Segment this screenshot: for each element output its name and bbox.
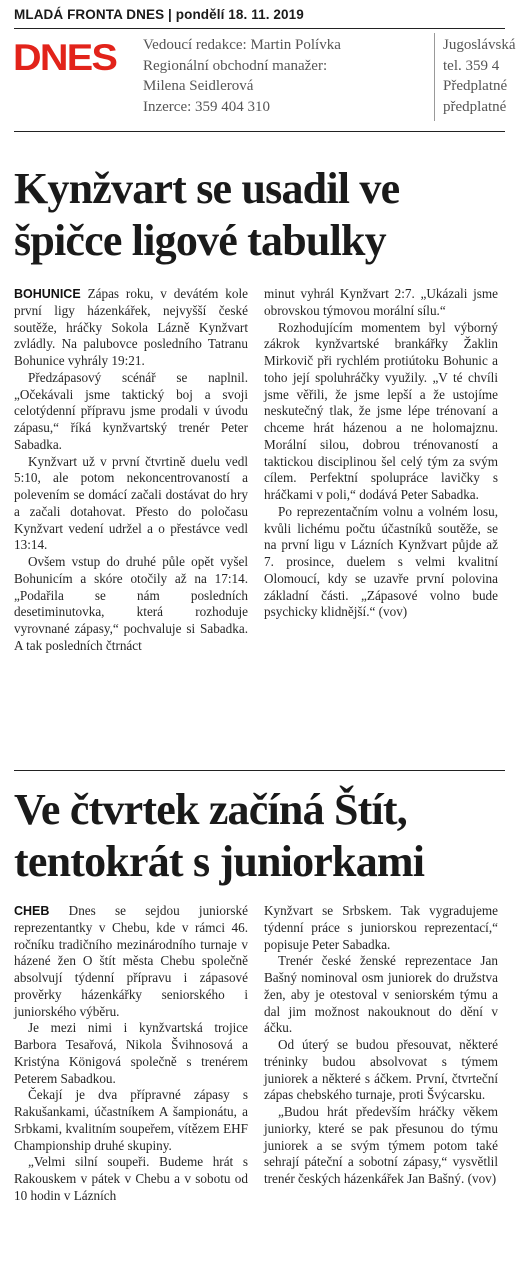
article-text: Dnes se sejdou juniorské reprezentantky v Chebu, kde v rámci 46. ročníku tradičního mezinárodního turnaje v házené žen O štít města Chebu společně absolvují týdenní přípravu i zápasové prověrky házenkářky seniorského i juniorského výběru. — [14, 903, 248, 1019]
contact-divider — [434, 33, 435, 121]
dnes-logo: DNES — [13, 37, 117, 78]
article-paragraph: Ovšem vstup do druhé půle opět vyšel Bohunicím a skóre otočily až na 17:14. „Podařila se nám posledních desetiminutovka, která rozhoduje vyrovnané zápasy,“ pochvaluje si Sabadka. A tak posledních čtrnáct — [14, 554, 248, 653]
contact-block — [143, 35, 433, 117]
article-paragraph: Kynžvart se Srbskem. Tak vygradujeme týdenní práce s juniorskou reprezentací,“ popisuje Peter Sabadka. — [264, 903, 498, 952]
contact-line-manager-title: Regionální obchodní manažer: — [143, 57, 328, 74]
article-1-dateline: BOHUNICE — [14, 287, 81, 301]
article-2-dateline: CHEB — [14, 904, 50, 918]
article-paragraph: minut vyhrál Kynžvart 2:7. „Ukázali jsme obrovskou týmovou morální sílu.“ — [264, 286, 498, 318]
contact-right-line: Předplatné — [443, 78, 508, 94]
top-rule — [14, 28, 505, 29]
article-paragraph: „Budou hrát především hráčky věkem juniorky, které se pak přesunou do týmu juniorek a se svým týmem potom také sehrají páteční a sobotní zápasy,“ vysvětlil trenér českých házenkářek Jan Bašný. (vov) — [264, 1104, 498, 1186]
contact-line-manager-name: Milena Seidlerová — [143, 78, 254, 94]
article-1-column-2 — [264, 286, 498, 621]
article-1-headline: Kynžvart se usadil ve špičce ligové tabulky — [14, 164, 400, 265]
article-paragraph: Rozhodujícím momentem byl výborný zákrok kynžvartské brankářky Žaklin Mirkovič při rychlém protiútoku Bohunic a toho její spoluhráčky využily. „V té chvíli jsme věřili, že jsme lepší a že ustojíme neskutečný tlak, že jsme lépe trénovaní a chceme hrát házenou a ne holomajznu. Morální silou, dobrou trénovaností a taktickou disciplinou šel celý tým za svým cílem. Perfektní spolupráce lavičky s hráčkami v poli,“ dodává Peter Sabadka. — [264, 319, 498, 502]
article-1-column-1 — [14, 286, 248, 655]
article-separator — [14, 770, 505, 771]
article-paragraph: „Velmi silní soupeři. Budeme hrát s Rakouskem v pátek v Chebu a v sobotu od 10 hodin v Lázních — [14, 1154, 248, 1203]
article-paragraph: Trenér české ženské reprezentace Jan Bašný nominoval osm juniorek do družstva žen, aby je otestoval v seniorském týmu a dal jim možnost nakouknout do dění v áčku. — [264, 953, 498, 1036]
article-2-headline: Ve čtvrtek začíná Štít, tentokrát s juniorkami — [14, 785, 425, 886]
article-2-column-2 — [264, 903, 498, 1188]
article-paragraph: Předzápasový scénář se naplnil. „Očekávali jsme taktický boj a svoji celotýdenní přípravu jsme prodali v úvodu zápasu,“ říká kynžvartský trenér Peter Sabadka. — [14, 369, 248, 452]
article-paragraph: Kynžvart už v první čtvrtině duelu vedl 5:10, ale potom nekoncentrovaností a polevením se domácí začali dostávat do hry a začali dotahovat. Přesto do poločasu Kynžvart vedení udržel a o přestávce vedl 13:14. — [14, 453, 248, 553]
contact-right-line: Jugoslávská — [443, 37, 516, 53]
article-text: Zápas roku, v devátém kole první ligy házenkářek, nejvyšší české soutěže, hráčky Sokola Lázně Kynžvart zvládly. Na palubovce posledního Tatranu Bohunice vyhrály 19:21. — [14, 286, 248, 368]
article-paragraph: Je mezi nimi i kynžvartská trojice Barbora Tesařová, Nikola Švihnosová a Kristýna Königová společně s trenérem Peterem Sabadkou. — [14, 1020, 248, 1086]
header-rule — [14, 131, 505, 132]
article-paragraph: Čekají je dva přípravné zápasy s Rakušankami, účastníkem A šampionátu, a Srbkami, kvalitním soupeřem, vítězem EHF Championship druhé skupiny. — [14, 1087, 248, 1153]
article-2-column-1 — [14, 903, 248, 1205]
article-paragraph — [14, 903, 248, 1020]
contact-line-editor: Vedoucí redakce: Martin Polívka — [143, 37, 341, 53]
contact-line-ads: Inzerce: 359 404 310 — [143, 98, 271, 115]
article-paragraph: Od úterý se budou přesouvat, některé tréninky budou absolvovat s týmem juniorek a některé s áčkem. První, čtvrteční zápas chebského turnaje, proti Švýcarsku. — [264, 1037, 498, 1103]
article-paragraph — [14, 286, 248, 370]
contact-right-line: tel. 359 4 — [443, 57, 500, 74]
article-paragraph: Po reprezentačním volnu a volném losu, kvůli lichému počtu účastníků soutěže, se na první ligu v Lázních Kynžvart půjde až 7. prosince, duelem s velmi kvalitní Olomoucí, kdy se uzavře první polovina základní části. „Zápasové volno bude psychicky klidnější.“ (vov) — [264, 503, 498, 620]
masthead: MLADÁ FRONTA DNES | pondělí 18. 11. 2019 — [14, 7, 304, 22]
contact-right-line: předplatné — [443, 98, 507, 115]
contact-block-right — [443, 35, 516, 117]
